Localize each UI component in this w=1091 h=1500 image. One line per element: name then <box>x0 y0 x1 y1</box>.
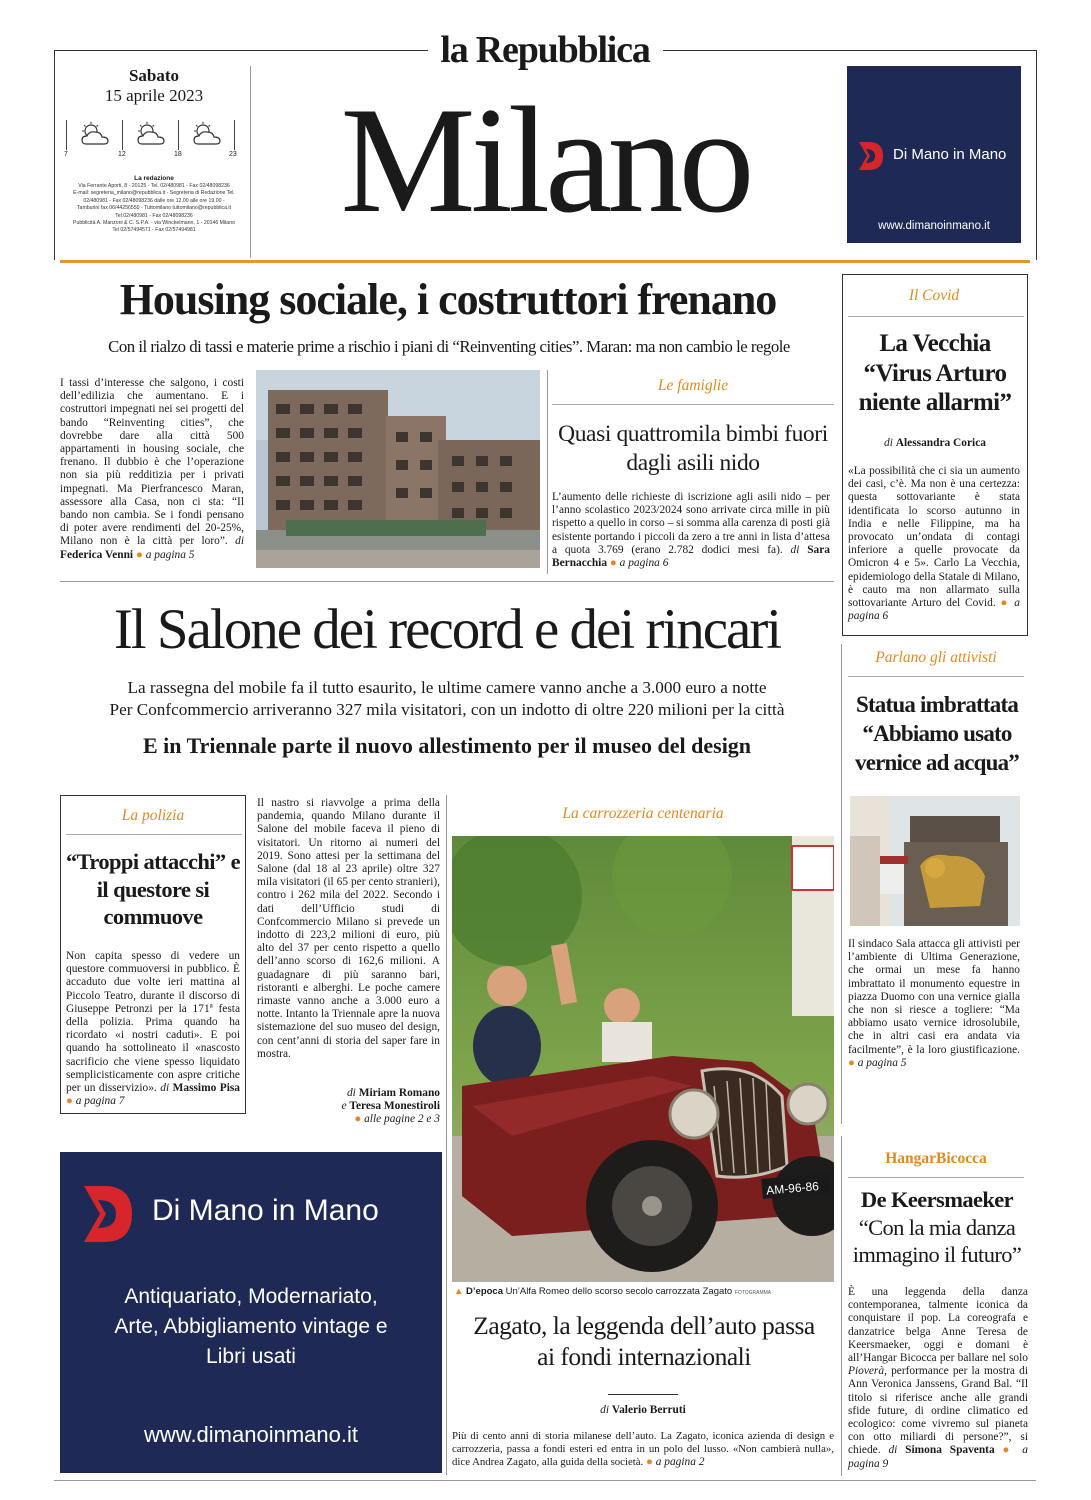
date-day: Sabato <box>128 66 180 85</box>
bottom-ad-line2: Arte, Abbigliamento vintage e <box>114 1315 388 1338</box>
dimanoinmano-logo-icon <box>857 140 887 176</box>
top-ad-url[interactable]: www.dimanoinmano.it <box>878 220 990 232</box>
temp-low: 7 <box>64 151 68 158</box>
partly-cloudy-icon <box>78 122 114 152</box>
date-box <box>60 66 248 258</box>
temp-high: 12 <box>118 151 126 158</box>
weather-strip <box>60 120 248 166</box>
covid-headline: La Vecchia “Virus Arturo niente allarmi” <box>858 330 1012 416</box>
housing-photo <box>256 370 540 568</box>
salone-subhead-1: La rassegna del mobile fa il tutto esaurito, le ultime camere vanno anche a 3.000 euro a notte <box>127 678 767 697</box>
redazione-line: E-mail: segreteria_milano@repubblica.it - Segreteria di Redazione Tel. <box>73 190 235 197</box>
zagato-kicker: La carrozzeria centenaria <box>562 805 724 822</box>
zagato-photo <box>452 836 834 1282</box>
redazione-title: La redazione <box>134 175 174 182</box>
partly-cloudy-icon <box>134 122 170 152</box>
attivisti-body: Il sindaco Sala attacca gli attivisti per l’ambiente di Ultima Generazione, che ormai un mese fa hanno imbrattato il monumento equestre in piazza Duomo con una vernice gialla che non si riesce a togliere: “Ma abbiamo usato vernice idrosolubile, che in altri casi era andata via facilmente”, è la loro giustificazione. ● a pagina 5 <box>848 938 1020 1069</box>
zagato-byline: di Valerio Berruti <box>600 1404 686 1416</box>
lead-headline: Housing sociale, i costruttori frenano <box>119 275 777 324</box>
redazione-info <box>60 183 248 235</box>
temp-high: 23 <box>229 151 237 158</box>
famiglie-body: L’aumento delle richieste di iscrizione agli asili nido – per l’anno scolastico 2023/2024 sono arrivate circa mille in più rispetto a quello in corso – si somma alla carenza di posti già esistente portando i piccoli da zero a tre anni in lista d’attesa a quota 3.769 (erano 2.782 dodici mesi fa). di Sara Bernacchia ● a pagina 6 <box>552 491 830 570</box>
salone-headline: Il Salone dei record e dei rincari <box>113 598 781 661</box>
redazione-line: Tamburini fax 06/44256550 - Tuttomilano tuttomilano@repubblica.it <box>76 205 232 212</box>
covid-byline: di Alessandra Corica <box>884 437 986 449</box>
salone-subhead-2: Per Confcommercio arriveranno 327 mila visitatori, con un indotto di oltre 220 milioni per la città <box>109 700 785 719</box>
bottom-ad-url[interactable]: www.dimanoinmano.it <box>144 1422 358 1447</box>
polizia-body: Non capita spesso di vedere un questore commuoversi in pubblico. È accaduto due volte ieri mattina al Piccolo Teatro, durante il discorso di Giuseppe Petronzi per la 171ª festa della polizia. Prima quando ha ricordato «i nostri caduti». E poi quando ha sottolineato il «nascosto sacrificio che viene spesso liquidato semplicisticamente con aspre critiche per un disservizio». di Massimo Pisa ● a pagina 7 <box>66 950 241 1108</box>
famiglie-headline: Quasi quattromila bimbi fuori dagli asili nido <box>558 421 828 476</box>
license-plate: AM-96-86 <box>765 1179 820 1198</box>
lead-subhead: Con il rialzo di tassi e materie prime a rischio i piani di “Reinventing cities”. Maran: ma non cambio le regole <box>108 337 790 356</box>
top-ad[interactable] <box>847 66 1021 243</box>
redazione-line: 02/480981 - Fax 02/48098236 dalle ore 12.00 alle ore 19.00 - <box>83 197 225 204</box>
zagato-headline: Zagato, la leggenda dell’auto passa ai fondi internazionali <box>473 1311 815 1371</box>
lead-body: I tassi d’interesse che salgono, i costi dell’edilizia che aumentano. E i costruttori impegnati nei sei progetti del bando “Reinventing cities”, che dovrebbe dare alla città 500 appartamenti in housing sociale, che frenano. Il dubbio è che l’operazione non sia più redditizia per i privati impegnati. Ma Pierfrancesco Maran, assessore alla Casa, non ci sta: “Il bando non cambia. Se i fondi pensano di poter avere rendimenti del 20-25%, Milano non è la città per loro”. di Federica Venni ● a pagina 5 <box>60 377 244 561</box>
bottom-ad-line1: Antiquariato, Modernariato, <box>124 1285 378 1308</box>
salone-subhead-3: E in Triennale parte il nuovo allestimento per il museo del design <box>142 733 752 758</box>
redazione-line: Tel.02/480981 - Fax 02/48098236 <box>115 212 193 219</box>
partly-cloudy-icon <box>190 122 226 152</box>
famiglie-kicker: Le famiglie <box>657 377 729 394</box>
covid-kicker: Il Covid <box>908 287 960 304</box>
edition-title: Milano <box>340 76 750 244</box>
masthead-rule <box>60 260 1030 263</box>
zagato-caption: ▲ D’epoca Un’Alfa Romeo dello scorso secolo carrozzata Zagato FOTOGRAMMA <box>454 1286 772 1297</box>
date-text: 15 aprile 2023 <box>104 86 204 105</box>
brand-logo: la Repubblica <box>440 29 650 71</box>
attivisti-kicker: Parlano gli attivisti <box>875 649 997 666</box>
bottom-ad[interactable] <box>60 1152 442 1473</box>
redazione-line: Pubblicità A. Manzoni & C. S.P.A. - via Winckelmann, 1 - 20146 Milano <box>73 220 235 227</box>
hangar-body: È una leggenda della danza contemporanea, talmente iconica da conquistare il pop. La coreografa e danzatrice belga Anne Teresa de Keersmaeker, oggi e domani è all’Hangar Bicocca per ballare nel solo Pioverà, performance per la mostra di Ann Veronica Janssens, Grand Bal. “Il titolo si riferisce anche alle grandi sfide future, di ordine climatico ed ecologico: come vivremo sul pianeta con otto miliardi di persone?”, si chiede. di Simona Spaventa ● a pagina 9 <box>848 1286 1028 1470</box>
redazione-line: Tel 02/57494571 - Fax 02/57494981 <box>112 227 196 234</box>
temp-high: 18 <box>174 151 182 158</box>
covid-body: «La possibilità che ci sia un aumento dei casi, c’è. Ma non è una certezza: questa sottovariante è stata identificata lo scorso autunno in India e nelle Filippine, ma ha provocato un’ondata di contagi inferiore a quelle provocate da Omicron 4 e 5». Carlo La Vecchia, epidemiologo della Statale di Milano, è cauto ma non allarmato sulla sottovariante Arturo del Covid. ● a pagina 6 <box>848 465 1020 623</box>
polizia-kicker: La polizia <box>121 807 185 824</box>
top-ad-brand: Di Mano in Mano <box>893 146 1007 163</box>
statua-photo <box>850 796 1020 926</box>
salone-byline: di Miriam Romano e Teresa Monestiroli ● alle pagine 2 e 3 <box>341 1087 440 1126</box>
bottom-ad-line3: Libri usati <box>206 1345 296 1368</box>
redazione-line: Via Ferrante Aporti, 8 - 20125 - Tel. 02/480981 - Fax 02/48098236 <box>78 183 230 189</box>
salone-body: Il nastro si riavvolge a prima della pandemia, quando Milano durante il Salone del mobile faceva il pieno di visitatori. Un ritorno ai numeri del 2019. Sono attesi per la settimana del Salone (dal 18 al 23 aprile) oltre 327 mila visitatori (il 65 per cento stranieri), contro i 262 mila del 2022. Secondo i dati dell’Ufficio studi di Confcommercio Milano si prevede un indotto di 223,2 milioni di euro, più alto del 37 per cento rispetto a quello dell’anno scorso di 162,6 milioni. A guadagnare di più saranno bari, ristoranti e alberghi. Le poche camere rimaste vanno anche a 3.000 euro a notte. Intanto la Triennale apre la nuova sistemazione del suo museo del design, con cent’anni di storia del saper fare in mostra. <box>257 797 440 1060</box>
hangar-kicker: HangarBicocca <box>885 1150 987 1167</box>
bottom-ad-brand: Di Mano in Mano <box>152 1194 379 1227</box>
zagato-body: Più di cento anni di storia milanese dell’auto. La Zagato, iconica azienda di design e carrozzeria, passa a fondi esteri ed entra in un polo del lusso. «Non cambierà nulla», dice Andrea Zagato, alla guida della società. ● a pagina 2 <box>452 1430 834 1468</box>
dimanoinmano-logo-icon <box>80 1182 140 1250</box>
attivisti-headline: Statua imbrattata “Abbiamo usato vernice ad acqua” <box>855 692 1019 775</box>
polizia-headline: “Troppi attacchi” e il questore si commuove <box>65 849 240 929</box>
hangar-headline: De Keersmaeker “Con la mia danza immagino il futuro” <box>852 1187 1022 1267</box>
